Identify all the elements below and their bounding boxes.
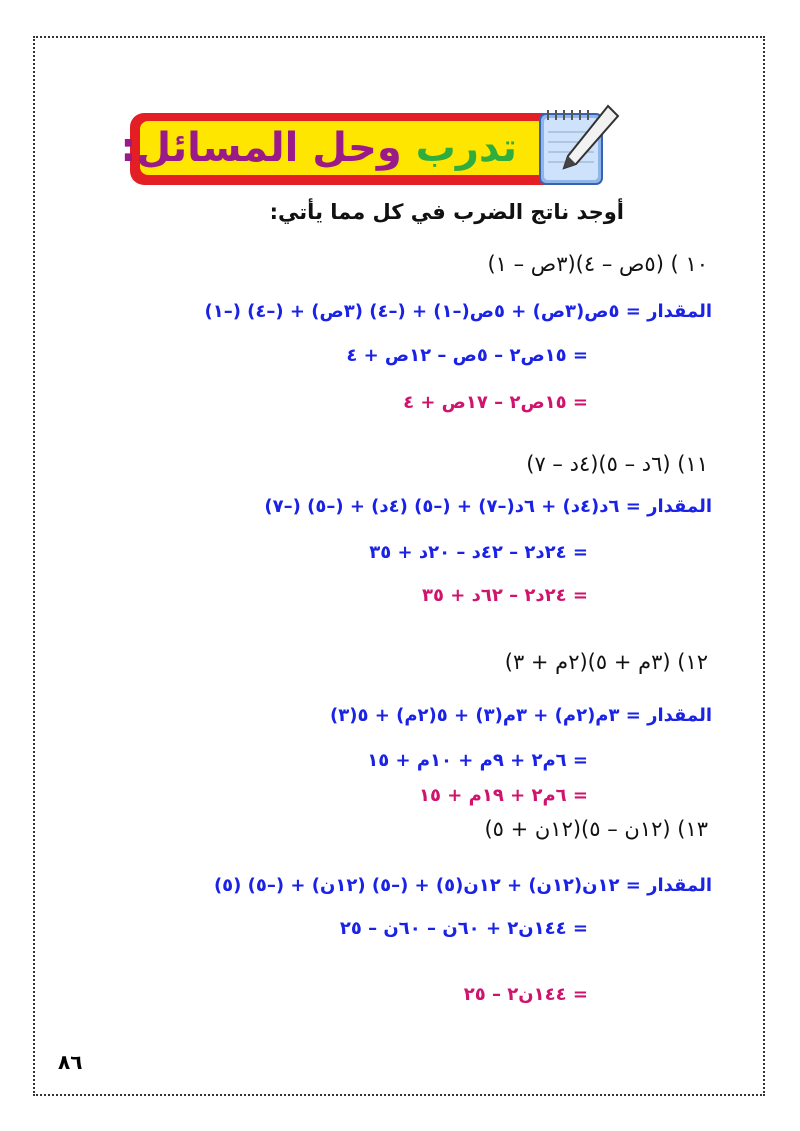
title-part1: تدرب	[415, 125, 517, 171]
problem-10-step1: المقدار = ٥ص(٣ص) + ٥ص(–١) + (–٤) (٣ص) + (–٤) (–١)	[204, 301, 712, 322]
problem-11-final: = ٢٤د٢ – ٦٢د + ٣٥	[422, 585, 588, 606]
notepad-pencil-icon	[530, 98, 622, 190]
problem-13-statement: ١٣) (١٢ن – ٥)(١٢ن + ٥)	[484, 817, 708, 841]
problem-12-step1: المقدار = ٣م(٢م) + ٣م(٣) + ٥(٢م) + ٥(٣)	[330, 705, 712, 726]
instruction-text: أوجد ناتج الضرب في كل مما يأتي:	[269, 200, 624, 224]
problem-13-final: = ١٤٤ن٢ – ٢٥	[463, 984, 588, 1005]
problem-10-step2: = ١٥ص٢ – ٥ص – ١٢ص + ٤	[346, 345, 588, 366]
problem-12-final: = ٦م٢ + ١٩م + ١٥	[419, 785, 588, 806]
problem-12-step2: = ٦م٢ + ٩م + ١٠م + ١٥	[367, 750, 588, 771]
banner-inner	[120, 121, 592, 175]
problem-10-statement: ١٠ ) (٥ص – ٤)(٣ص – ١)	[487, 252, 708, 276]
problem-11-step1: المقدار = ٦د(٤د) + ٦د(–٧) + (–٥) (٤د) + (–٥) (–٧)	[264, 496, 712, 517]
problem-13-step2: = ١٤٤ن٢ + ٦٠ن – ٦٠ن – ٢٥	[339, 918, 588, 939]
problem-11-step2: = ٢٤د٢ – ٤٢د – ٢٠د + ٣٥	[369, 542, 588, 563]
page-number: ٨٦	[58, 1050, 83, 1074]
problem-13-step1: المقدار = ١٢ن(١٢ن) + ١٢ن(٥) + (–٥) (١٢ن) + (–٥) (٥)	[213, 875, 712, 896]
problem-11-statement: ١١) (٦د – ٥)(٤د – ٧)	[526, 452, 708, 476]
problem-10-final: = ١٥ص٢ – ١٧ص + ٤	[403, 392, 588, 413]
section-title	[120, 121, 517, 175]
title-part2: وحل المسائل:	[120, 125, 402, 171]
problem-12-statement: ١٢) (٣م + ٥)(٢م + ٣)	[504, 650, 708, 674]
